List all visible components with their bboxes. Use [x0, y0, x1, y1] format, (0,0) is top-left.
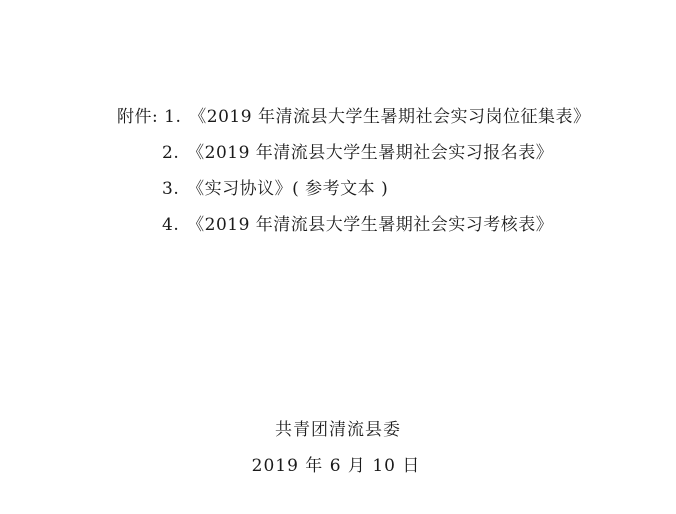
attachment-item-2	[162, 140, 553, 166]
attachment-item-1	[117, 104, 590, 130]
attachment-number: 3.	[162, 179, 180, 199]
attachment-item-3	[162, 176, 388, 202]
signature-organization: 共青团清流县委	[275, 420, 401, 440]
signature-date: 2019 年 6 月 10 日	[251, 456, 421, 476]
attachment-title: 《2019 年清流县大学生暑期社会实习考核表》	[187, 215, 554, 235]
attachment-number: 2.	[162, 143, 180, 163]
attachment-title: 《2019 年清流县大学生暑期社会实习岗位征集表》	[189, 107, 591, 127]
attachment-title: 《实习协议》( 参考文本 )	[187, 179, 389, 199]
attachment-number: 4.	[162, 215, 180, 235]
attachments-prefix: 附件:	[117, 107, 159, 127]
attachment-item-4	[162, 212, 553, 238]
attachment-title: 《2019 年清流县大学生暑期社会实习报名表》	[187, 143, 554, 163]
attachment-number: 1.	[164, 107, 182, 127]
